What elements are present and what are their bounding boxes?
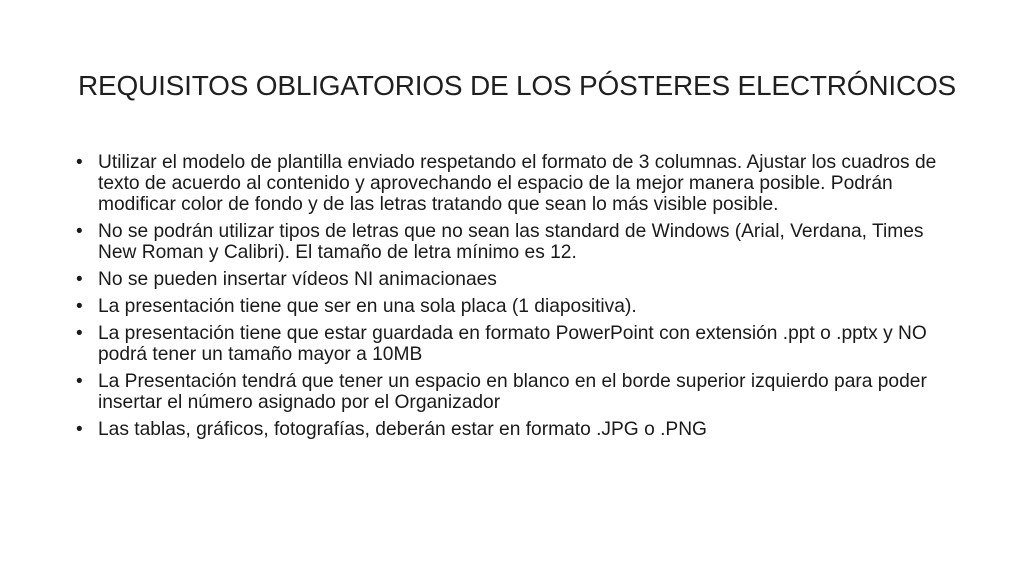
bullet-text: Utilizar el modelo de plantilla enviado respetando el formato de 3 columnas. Ajustar los cuadros de texto de acuerdo al contenido y aprovechando el espacio de la mejor manera posible. Podrán modificar color de fondo y de las letras tratando que sean lo más visible posible.: [98, 152, 937, 215]
bullet-text: No se pueden insertar vídeos NI animacionaes: [98, 269, 497, 290]
bullet-dot-icon: •: [76, 152, 83, 173]
bullet-text: Las tablas, gráficos, fotografías, deberán estar en formato .JPG o .PNG: [98, 419, 707, 440]
bullet-text: La Presentación tendrá que tener un espacio en blanco en el borde superior izquierdo para poder insertar el número asignado por el Organizador: [98, 371, 927, 413]
bullet-dot-icon: •: [76, 419, 83, 440]
bullet-item: [74, 221, 954, 263]
slide-title: REQUISITOS OBLIGATORIOS DE LOS PÓSTERES ELECTRÓNICOS: [78, 70, 957, 101]
bullet-dot-icon: •: [76, 269, 83, 290]
bullet-item: [74, 371, 954, 413]
bullet-list: [74, 152, 954, 446]
bullet-text: No se podrán utilizar tipos de letras que no sean las standard de Windows (Arial, Verdana, Times New Roman y Calibri). El tamaño de letra mínimo es 12.: [98, 221, 924, 263]
bullet-item: [74, 152, 954, 215]
bullet-dot-icon: •: [76, 371, 83, 392]
bullet-item: [74, 419, 954, 440]
bullet-dot-icon: •: [76, 221, 83, 242]
bullet-text: La presentación tiene que estar guardada en formato PowerPoint con extensión .ppt o .pptx y NO podrá tener un tamaño mayor a 10MB: [98, 323, 927, 365]
bullet-item: [74, 269, 954, 290]
bullet-text: La presentación tiene que ser en una sola placa (1 diapositiva).: [98, 296, 637, 317]
bullet-dot-icon: •: [76, 323, 83, 344]
bullet-item: [74, 296, 954, 317]
bullet-item: [74, 323, 954, 365]
bullet-dot-icon: •: [76, 296, 83, 317]
